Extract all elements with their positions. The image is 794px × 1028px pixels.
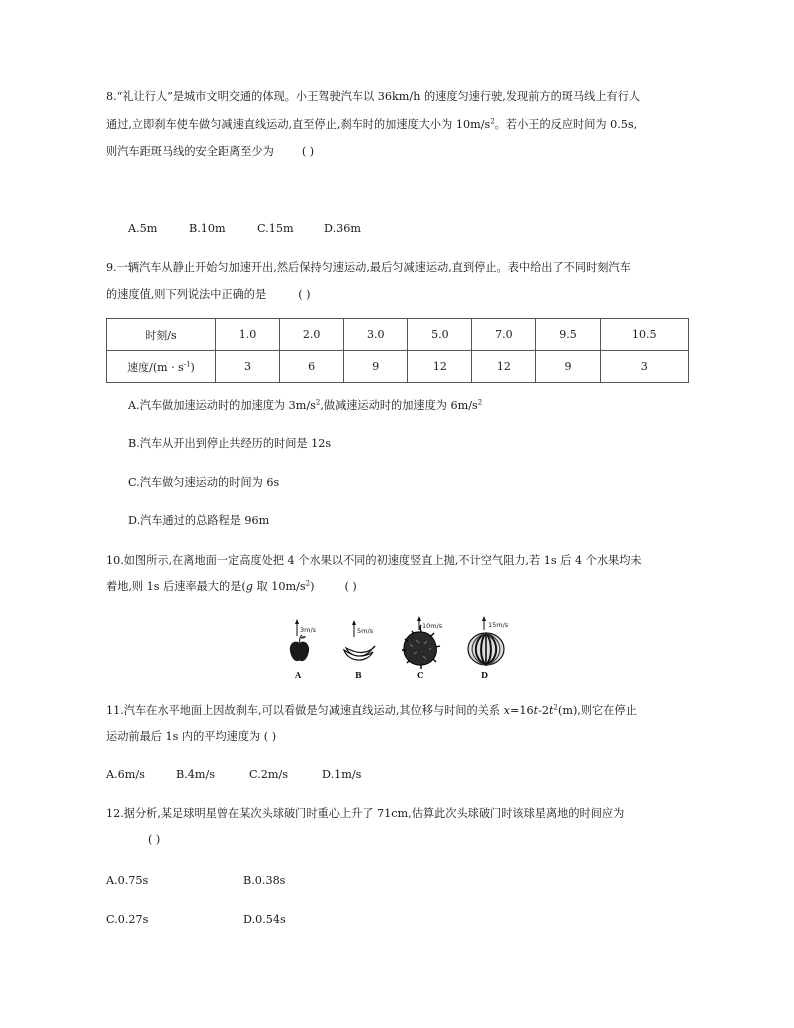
q11-formula-mid2: -2 (538, 704, 549, 717)
table-cell: 9 (344, 351, 408, 383)
q8-option-a: A.5m (128, 222, 158, 235)
table-cell: 9.5 (536, 319, 600, 351)
q8-option-b: B.10m (189, 222, 226, 235)
speed-header-main: 速度/(m · s (127, 360, 184, 374)
q11-options (106, 768, 361, 782)
q10-line-2a: 着地,则 1s 后速率最大的是( (106, 580, 246, 593)
fruit-c-label: C (417, 670, 424, 680)
q10-line-2: 着地,则 1s 后速率最大的是(g 取 $10m/s^2$) ( ) (106, 579, 357, 593)
q9-option-d: D.汽车通过的总路程是 96m (128, 514, 270, 527)
q12-line-1: 12.据分析,某足球明星曾在某次头球破门时重心上升了 71cm,估算此次头球破门时该球星离地的时间应为 (106, 807, 625, 820)
q11-formula-end: (m),则它在停止 (557, 704, 637, 717)
q10-line-2c: ) (310, 580, 315, 593)
q9-option-a: A.汽车做加速运动时的加速度为 $3m/s^2$,做减速运动时的加速度为 $6m/s^2$ (128, 398, 483, 412)
table-cell: 1.0 (216, 319, 280, 351)
time-header: 时刻/s (107, 319, 216, 351)
table-row-speed (107, 351, 689, 383)
q8-answer-paren: ( ) (301, 145, 315, 158)
q10-answer-paren: ( ) (344, 580, 357, 593)
q12-option-c: C.0.27s (106, 913, 149, 926)
q11-formula-t2: t (549, 704, 554, 717)
fruit-d-label: D (481, 670, 488, 680)
q11-formula-x: x (503, 704, 510, 717)
table-cell: 3 (216, 351, 280, 383)
q11-option-a: A.6m/s (106, 768, 145, 781)
fruit-c-speed: 10m/s (422, 622, 443, 630)
fruit-b-label: B (355, 670, 362, 680)
table-cell: 3.0 (344, 319, 408, 351)
q11-option-b: B.4m/s (176, 768, 216, 781)
table-cell: 3 (600, 351, 688, 383)
q12-answer-paren: ( ) (148, 833, 161, 846)
table-cell: 10.5 (600, 319, 688, 351)
q11-option-c: C.2m/s (249, 768, 288, 781)
q8-option-c: C.15m (257, 222, 294, 235)
fruit-a-label: A (295, 670, 302, 680)
q8-options (128, 222, 361, 236)
q8-stem-end: 则汽车距斑马线的安全距离至少为 (106, 145, 274, 158)
q9-answer-paren: ( ) (298, 288, 311, 301)
table-cell: 2.0 (280, 319, 344, 351)
table-cell: 5.0 (408, 319, 472, 351)
q10-g-symbol: g (245, 580, 253, 593)
q8-line-2b: 。若小王的反应时间为 0.5s, (494, 118, 638, 131)
banana-icon (340, 618, 384, 668)
q9-line-1: 9.一辆汽车从静止开始匀加速开出,然后保持匀速运动,最后匀减速运动,直到停止。表中给出了不同时刻汽车 (106, 261, 631, 274)
speed-header-exp: -1 (183, 359, 191, 368)
q11-line-2: 运动前最后 1s 内的平均速度为 ( ) (106, 730, 277, 743)
table-cell: 12 (408, 351, 472, 383)
q8-option-d: D.36m (324, 222, 361, 235)
q9-option-a-part1: A.汽车做加速运动时的加速度为 3m/s (128, 399, 316, 412)
q9-option-b: B.汽车从开出到停止共经历的时间是 12s (128, 437, 332, 450)
q9-option-a-part2: ,做减速运动时的加速度为 6m/s (320, 399, 478, 412)
fruit-d-speed: 15m/s (488, 621, 509, 629)
fruit-a-speed: 3m/s (300, 626, 317, 634)
q11-formula-mid1: =16 (509, 704, 534, 717)
table-cell: 6 (280, 351, 344, 383)
q12-option-a: A.0.75s (106, 874, 149, 887)
table-row-time (107, 319, 689, 351)
q12-option-d: D.0.54s (243, 913, 286, 926)
fruit-d-figure (462, 614, 516, 682)
q9-stem-end: 的速度值,则下列说法中正确的是 (106, 288, 267, 301)
q8-line-3 (106, 145, 314, 159)
q8-line-1: 8.“礼让行人”是城市文明交通的体现。小王驾驶汽车以 36km/h 的速度匀速行驶,发现前方的斑马线上有行人 (106, 90, 641, 103)
q10-line-2b: 取 10m/s (252, 580, 306, 593)
table-cell: 12 (472, 351, 536, 383)
speed-header (107, 351, 216, 383)
table-cell: 9 (536, 351, 600, 383)
q11-option-d: D.1m/s (322, 768, 362, 781)
speed-table (106, 318, 689, 383)
q10-line-1: 10.如图所示,在离地面一定高度处把 4 个水果以不同的初速度竖直上抛,不计空气阻力,若 1s 后 4 个水果均未 (106, 554, 642, 567)
q11-line-1: 11.汽车在水平地面上因故刹车,可以看做是匀减速直线运动,其位移与时间的关系 $x=16t-2t^2(m)$,则它在停止 (106, 703, 637, 717)
table-cell: 7.0 (472, 319, 536, 351)
q11-formula-t1: t (533, 704, 539, 717)
q12-option-b: B.0.38s (243, 874, 286, 887)
speed-header-close: ) (190, 360, 195, 374)
q9-line-2 (106, 288, 310, 302)
q11-line-1a: 11.汽车在水平地面上因故刹车,可以看做是匀减速直线运动,其位移与时间的关系 (106, 704, 504, 717)
q9-option-c: C.汽车做匀速运动的时间为 6s (128, 476, 280, 489)
q8-line-2a: 通过,立即刹车使车做匀减速直线运动,直至停止,刹车时的加速度大小为 10m/s (106, 118, 491, 131)
fruit-a-figure (284, 618, 324, 682)
q8-line-2: 通过,立即刹车使车做匀减速直线运动,直至停止,刹车时的加速度大小为 $10m/s^2$。若小王的反应时间为 0.5s, (106, 117, 638, 131)
fruit-c-figure (396, 614, 446, 682)
fruit-b-figure (340, 618, 384, 682)
fruit-b-speed: 5m/s (357, 627, 374, 635)
